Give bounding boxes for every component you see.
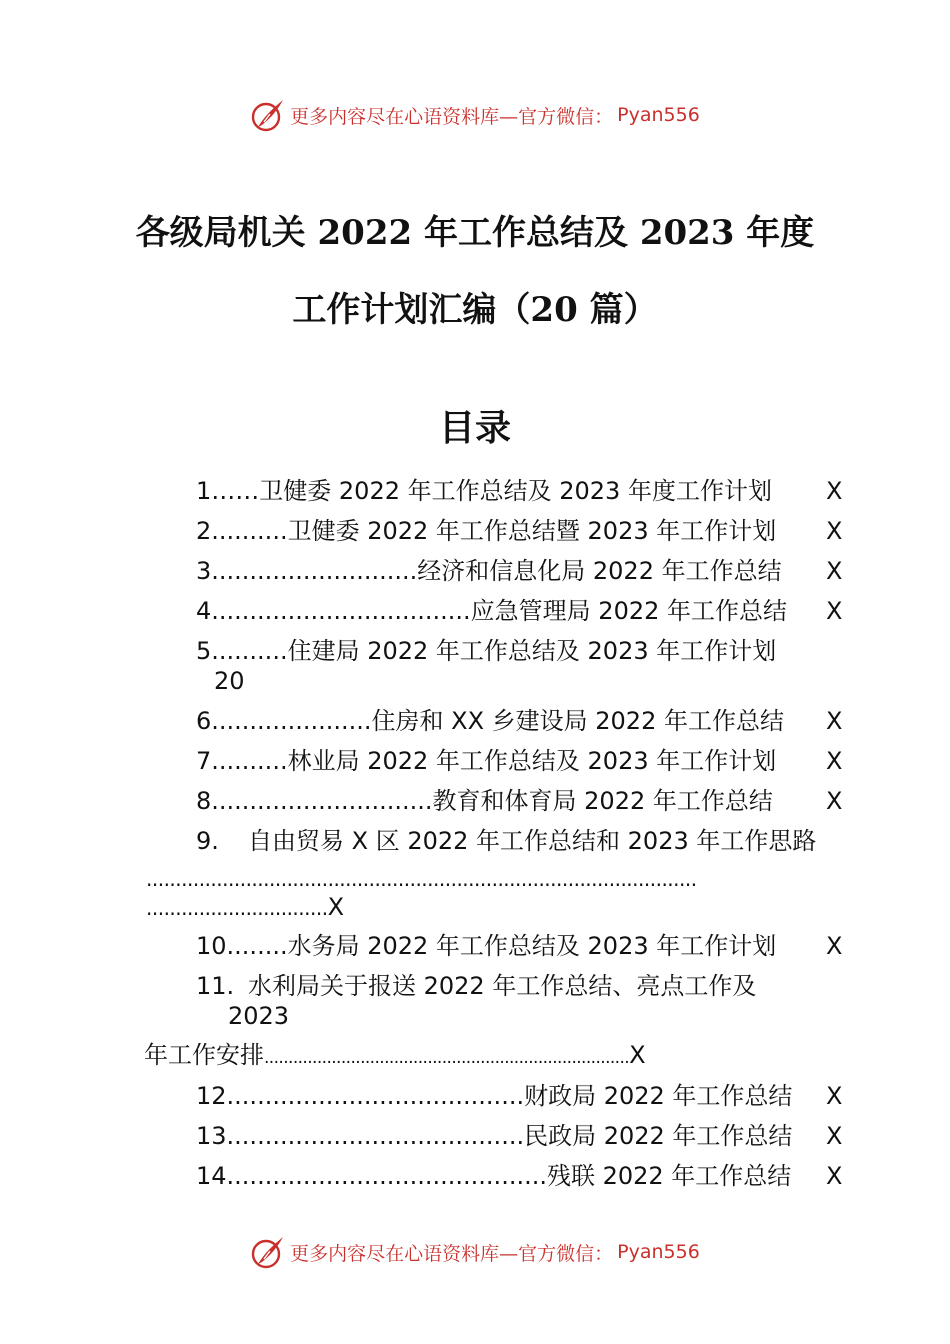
toc-leader-dots: ..........: [211, 517, 288, 545]
toc-entry-label: 卫健委 2022 年工作总结及 2023 年度工作计划: [259, 477, 772, 505]
toc-entry-page: X: [826, 477, 843, 505]
toc-entry-page: X: [826, 1122, 843, 1150]
toc-entry-5-page[interactable]: 20: [214, 667, 245, 695]
quill-logo-icon: [250, 1234, 286, 1270]
watermark-wechat-id: Pyan556: [617, 1241, 700, 1263]
toc-entry-8[interactable]: [196, 786, 843, 816]
toc-entry-label: 住建局 2022 年工作总结及 2023 年工作计划: [287, 637, 777, 665]
toc-entry-number: 1: [196, 477, 212, 505]
watermark-wechat-id: Pyan556: [617, 104, 700, 126]
toc-entry-label: 应急管理局 2022 年工作总结: [470, 597, 788, 625]
toc-entry-label: 教育和体育局 2022 年工作总结: [432, 787, 773, 815]
toc-entry-13[interactable]: [196, 1121, 843, 1151]
toc-entry-label: 经济和信息化局 2022 年工作总结: [417, 557, 782, 585]
document-title-line-2: 工作计划汇编（20 篇）: [292, 290, 658, 330]
toc-entry-1[interactable]: [196, 476, 843, 506]
toc-entry-number: 12: [196, 1082, 227, 1110]
toc-entry-label-cont: 年工作安排: [144, 1041, 264, 1069]
toc-heading: 目录: [438, 407, 511, 449]
toc-entry-page: X: [826, 707, 843, 735]
toc-entry-page: X: [629, 1041, 646, 1069]
toc-entry-page: X: [826, 1162, 843, 1190]
toc-entry-5[interactable]: [196, 636, 776, 666]
toc-entry-page: X: [826, 787, 843, 815]
toc-entry-number: 7: [196, 747, 212, 775]
toc-entry-page: X: [826, 747, 843, 775]
toc-leader-dots: .......................................: [226, 1122, 525, 1150]
toc-entry-number: 9.: [196, 827, 219, 855]
toc-entry-14[interactable]: [196, 1161, 843, 1191]
document-title-line-1: 各级局机关 2022 年工作总结及 2023 年度: [135, 213, 815, 253]
toc-entry-label: 自由贸易 X 区 2022 年工作总结和 2023 年工作思路: [248, 827, 817, 855]
toc-entry-2[interactable]: [196, 516, 843, 546]
toc-entry-9-leader-2: [146, 892, 344, 923]
watermark-text: 更多内容尽在心语资料库—官方微信：: [290, 1242, 614, 1265]
watermark-text: 更多内容尽在心语资料库—官方微信：: [290, 105, 614, 128]
toc-leader-dots: .............................: [211, 787, 433, 815]
toc-entry-number: 5: [196, 637, 212, 665]
toc-entry-label: 水利局关于报送 2022 年工作总结、亮点工作及: [248, 972, 757, 1000]
toc-entry-label: 残联 2022 年工作总结: [546, 1162, 792, 1190]
toc-leader-dots: .......................................: [226, 1082, 525, 1110]
toc-entry-9[interactable]: [196, 826, 817, 856]
toc-entry-page: X: [826, 597, 843, 625]
toc-entry-12[interactable]: [196, 1081, 843, 1111]
toc-entry-page: X: [327, 893, 345, 921]
toc-entry-11-line-3: [144, 1040, 646, 1073]
toc-entry-number: 10: [196, 932, 227, 960]
toc-entry-3[interactable]: [196, 556, 843, 586]
toc-leader-dots: ........: [226, 932, 288, 960]
toc-entry-10[interactable]: [196, 931, 843, 961]
toc-entry-number: 13: [196, 1122, 227, 1150]
toc-entry-number: 6: [196, 707, 212, 735]
toc-entry-number: 2: [196, 517, 212, 545]
toc-entry-label: 卫健委 2022 年工作总结暨 2023 年工作计划: [287, 517, 777, 545]
toc-leader-dots: ..........: [211, 747, 288, 775]
toc-entry-number: 14: [196, 1162, 227, 1190]
quill-logo-icon: [250, 97, 286, 133]
toc-leader-dots: ..................................: [211, 597, 471, 625]
toc-entry-number: 8: [196, 787, 212, 815]
toc-entry-11-cont: 2023: [228, 1002, 290, 1030]
toc-entry-label: 财政局 2022 年工作总结: [524, 1082, 793, 1110]
toc-entry-label: 民政局 2022 年工作总结: [524, 1122, 793, 1150]
toc-leader-dots: ..........................................: [226, 1162, 547, 1190]
toc-entry-label: 水务局 2022 年工作总结及 2023 年工作计划: [287, 932, 777, 960]
toc-entry-number: 3: [196, 557, 212, 585]
toc-leader-dots: ...........................: [211, 557, 418, 585]
toc-entry-7[interactable]: [196, 746, 843, 776]
toc-entry-9-leader-1: ..............................................................................................: [146, 867, 697, 891]
toc-leader-dots: .....................: [211, 707, 372, 735]
toc-entry-11[interactable]: [196, 971, 757, 1001]
toc-entry-page: X: [826, 557, 843, 585]
toc-entry-4[interactable]: [196, 596, 843, 626]
toc-entry-page: X: [826, 932, 843, 960]
toc-leader-dots: ……: [211, 477, 260, 505]
toc-leader-dots: ...............................: [146, 896, 328, 920]
toc-entry-page: X: [826, 1082, 843, 1110]
toc-entry-label: 住房和 XX 乡建设局 2022 年工作总结: [371, 707, 784, 735]
watermark-banner-bottom: [0, 1232, 950, 1272]
watermark-banner-top: [0, 95, 950, 135]
toc-leader-dots: ............................................................................: [264, 1048, 630, 1068]
toc-entry-label: 林业局 2022 年工作总结及 2023 年工作计划: [287, 747, 777, 775]
toc-entry-page: X: [826, 517, 843, 545]
toc-entry-6[interactable]: [196, 706, 843, 736]
toc-entry-number: 4: [196, 597, 212, 625]
toc-entry-number: 11.: [196, 972, 235, 1000]
toc-leader-dots: ..........: [211, 637, 288, 665]
